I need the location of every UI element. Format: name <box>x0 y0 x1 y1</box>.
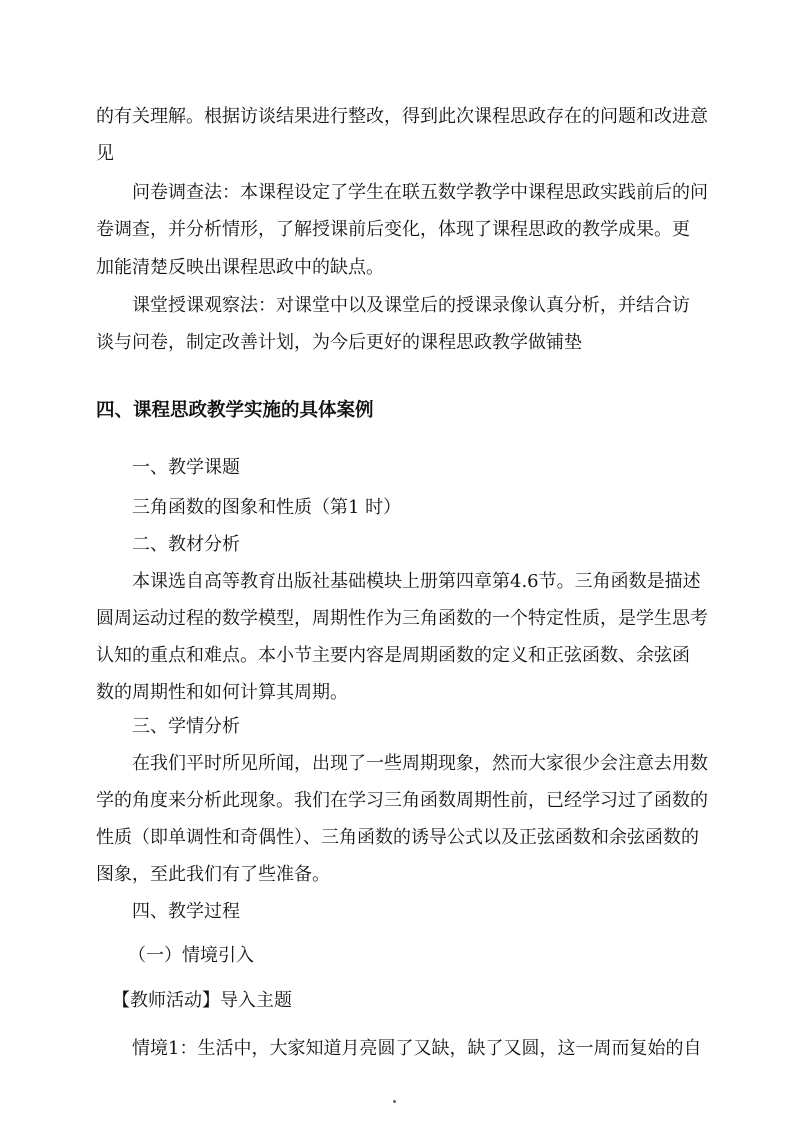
body-text-line: 问卷调查法：本课程设定了学生在联五数学教学中课程思政实践前后的问 <box>132 182 708 203</box>
body-text-line: 认知的重点和难点。本小节主要内容是周期函数的定义和正弦函数、余弦函 <box>96 645 690 666</box>
lesson-title: 三角函数的图象和性质（第1 时） <box>132 497 402 518</box>
section-heading: 四、课程思政教学实施的具体案例 <box>96 400 374 421</box>
activity-heading: 【教师活动】导入主题 <box>112 990 292 1011</box>
body-text-line: 情境1：生活中，大家知道月亮圆了又缺，缺了又圆，这一周而复始的自 <box>132 1038 702 1059</box>
body-text-line: 的有关理解。根据访谈结果进行整改，得到此次课程思政存在的问题和改进意 <box>96 106 708 127</box>
body-text-line: 本课选自高等教育出版社基础模块上册第四章第4.6节。三角函数是描述 <box>132 571 701 592</box>
body-text-line: 性质（即单调性和奇偶性）、三角函数的诱导公式以及正弦函数和余弦函数的 <box>96 827 699 848</box>
body-text-line: 图象，至此我们有了些准备。 <box>96 864 330 885</box>
subsection-heading: 二、教材分析 <box>132 534 240 555</box>
subsection-heading: 一、教学课题 <box>132 457 240 478</box>
body-text-line: 加能清楚反映出课程思政中的缺点。 <box>96 257 384 278</box>
body-text-line: 课堂授课观察法：对课堂中以及课堂后的授课录像认真分析，并结合访 <box>132 295 690 316</box>
subsection-heading: 四、教学过程 <box>132 901 240 922</box>
subsection-heading: 三、学情分析 <box>132 716 240 737</box>
page-footer-dot <box>393 1100 396 1103</box>
body-text-line: 卷调查，并分析情形，了解授课前后变化，体现了课程思政的教学成果。更 <box>96 219 690 240</box>
body-text-line: 在我们平时所见所闻，出现了一些周期现象，然而大家很少会注意去用数 <box>132 753 708 774</box>
subsection-heading: （一）情境引入 <box>128 945 254 966</box>
body-text-line: 谈与问卷，制定改善计划，为今后更好的课程思政教学做铺垫 <box>96 332 582 353</box>
body-text-line: 圆周运动过程的数学模型，周期性作为三角函数的一个特定性质，是学生思考 <box>96 608 708 629</box>
body-text-line: 见 <box>96 143 114 164</box>
body-text-line: 学的角度来分析此现象。我们在学习三角函数周期性前，已经学习过了函数的 <box>96 790 708 811</box>
body-text-line: 数的周期性和如何计算其周期。 <box>96 682 348 703</box>
